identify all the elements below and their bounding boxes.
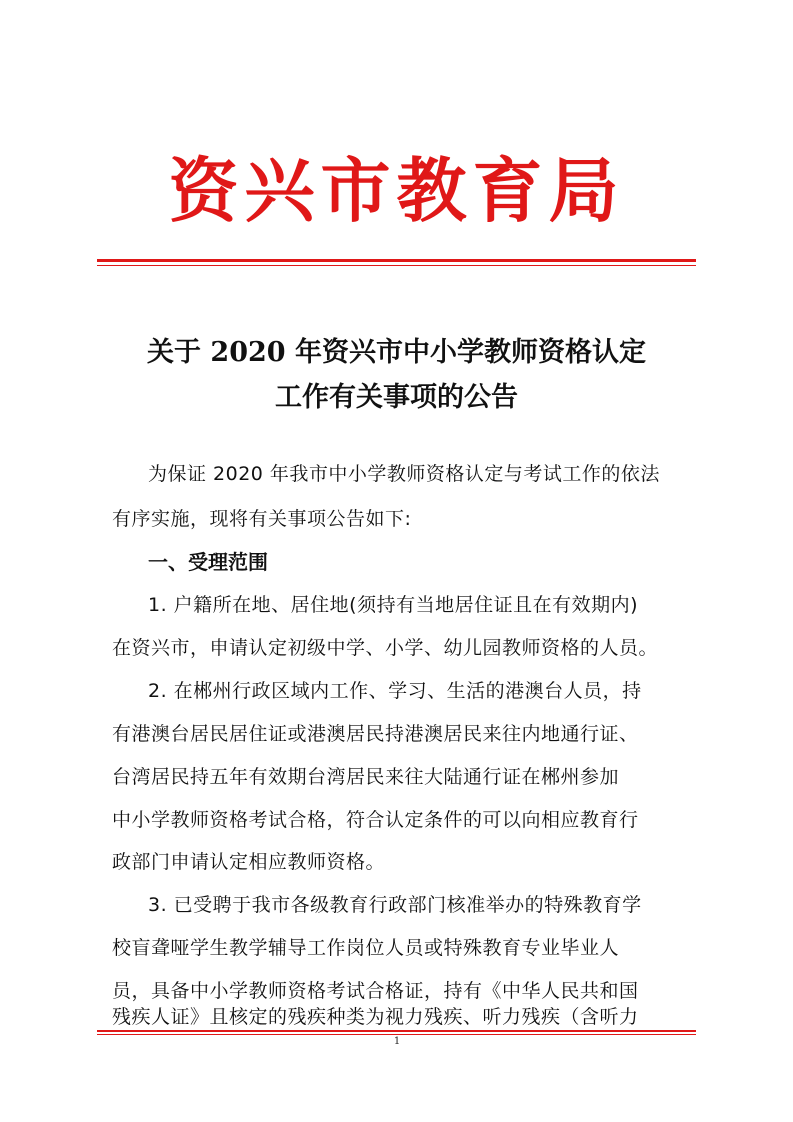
document-title-line-1: 关于 2020 年资兴市中小学教师资格认定 xyxy=(147,337,646,368)
section-heading: 一、受理范围 xyxy=(148,550,268,574)
page-number: 1 xyxy=(393,1036,401,1047)
item3-line-1: 3. 已受聘于我市各级教育行政部门核准举办的特殊教育学 xyxy=(148,894,642,916)
item2-line-4: 中小学教师资格考试合格，符合认定条件的可以向相应教育行 xyxy=(112,809,639,831)
item1-line-1: 1. 户籍所在地、居住地(须持有当地居住证且在有效期内) xyxy=(148,594,638,616)
intro-line-1: 为保证 2020 年我市中小学教师资格认定与考试工作的依法 xyxy=(148,463,660,485)
footer-red-rule-thick xyxy=(97,1030,696,1032)
intro-line-2: 有序实施，现将有关事项公告如下: xyxy=(112,508,412,530)
item2-line-3: 台湾居民持五年有效期台湾居民来往大陆通行证在郴州参加 xyxy=(112,766,620,788)
item1-line-2: 在资兴市，申请认定初级中学、小学、幼儿园教师资格的人员。 xyxy=(112,637,659,659)
letterhead-org-name: 资兴市教育局 xyxy=(168,149,625,232)
document-title-line-2: 工作有关事项的公告 xyxy=(275,382,518,413)
footer-red-rule-thin xyxy=(97,1034,696,1035)
item3-line-2: 校盲聋哑学生教学辅导工作岗位人员或特殊教育专业毕业人 xyxy=(112,937,620,959)
item3-line-3: 员，具备中小学教师资格考试合格证，持有《中华人民共和国 xyxy=(112,980,639,1002)
item2-line-1: 2. 在郴州行政区域内工作、学习、生活的港澳台人员，持 xyxy=(148,680,642,702)
item2-line-5: 政部门申请认定相应教师资格。 xyxy=(112,851,386,873)
item3-line-4: 残疾人证》且核定的残疾种类为视力残疾、听力残疾（含听力 xyxy=(112,1006,639,1028)
item2-line-2: 有港澳台居民居住证或港澳居民持港澳居民来往内地通行证、 xyxy=(112,723,639,745)
letterhead-red-rule-thin xyxy=(97,265,696,266)
letterhead-red-rule-thick xyxy=(97,259,696,262)
